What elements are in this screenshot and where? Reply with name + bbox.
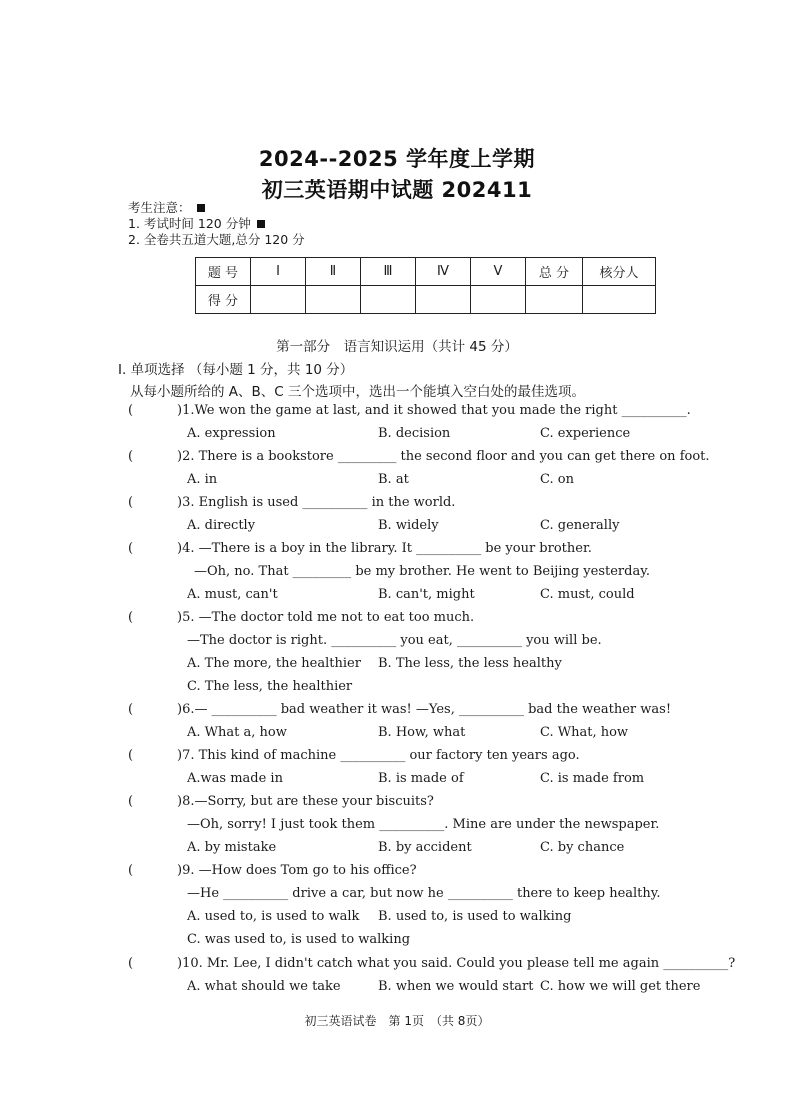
question-stem: )4. —There is a boy in the library. It __________ be your brother. bbox=[177, 541, 592, 556]
option-a: A. The more, the healthier bbox=[187, 656, 361, 671]
option-a: A. in bbox=[187, 472, 218, 487]
score-cell: Ⅲ bbox=[361, 258, 416, 286]
question-stem: )3. English is used __________ in the world. bbox=[177, 495, 456, 510]
score-cell-empty bbox=[526, 286, 583, 314]
answer-paren: ( bbox=[128, 403, 134, 418]
option-b: B. when we would start bbox=[378, 979, 534, 994]
question-stem: )8.—Sorry, but are these your biscuits? bbox=[177, 794, 434, 809]
question-stem: )2. There is a bookstore _________ the second floor and you can get there on foot. bbox=[177, 449, 710, 464]
option-c: C. is made from bbox=[540, 771, 645, 786]
option-a: A. directly bbox=[187, 518, 256, 533]
option-b: B. can't, might bbox=[378, 587, 475, 602]
score-cell: Ⅱ bbox=[306, 258, 361, 286]
option-a: A. what should we take bbox=[187, 979, 341, 994]
notes-item-2: 2. 全卷共五道大题,总分 120 分 bbox=[128, 232, 305, 247]
option-a: A. What a, how bbox=[187, 725, 287, 740]
answer-paren: ( bbox=[128, 610, 134, 625]
score-cell: 核分人 bbox=[583, 258, 656, 286]
option-b: B. How, what bbox=[378, 725, 466, 740]
question-stem: )10. Mr. Lee, I didn't catch what you said. Could you please tell me again __________? bbox=[177, 956, 736, 971]
answer-paren: ( bbox=[128, 748, 134, 763]
notes-item-1: 1. 考试时间 120 分钟 bbox=[128, 216, 251, 231]
square-mark-icon bbox=[257, 220, 265, 228]
question-stem-continued: —He __________ drive a car, but now he __________ there to keep healthy. bbox=[187, 886, 661, 901]
score-cell: Ⅰ bbox=[251, 258, 306, 286]
option-c: C. The less, the healthier bbox=[187, 679, 353, 694]
score-cell-empty bbox=[251, 286, 306, 314]
option-a: A. must, can't bbox=[187, 587, 278, 602]
question-stem: )6.— __________ bad weather it was! —Yes, __________ bad the weather was! bbox=[177, 702, 672, 717]
score-table bbox=[195, 257, 656, 314]
score-table-score-row bbox=[196, 286, 656, 314]
score-cell: Ⅴ bbox=[471, 258, 526, 286]
option-b: B. The less, the less healthy bbox=[378, 656, 562, 671]
option-c: C. What, how bbox=[540, 725, 629, 740]
square-mark-icon bbox=[197, 204, 205, 212]
answer-paren: ( bbox=[128, 449, 134, 464]
option-b: B. by accident bbox=[378, 840, 472, 855]
question-stem: )1.We won the game at last, and it showed that you made the right __________. bbox=[177, 403, 691, 418]
score-cell: 总 分 bbox=[526, 258, 583, 286]
answer-paren: ( bbox=[128, 702, 134, 717]
option-a: A.was made in bbox=[187, 771, 283, 786]
question-stem-continued: —The doctor is right. __________ you eat, __________ you will be. bbox=[187, 633, 602, 648]
option-a: A. by mistake bbox=[187, 840, 277, 855]
option-b: B. at bbox=[378, 472, 409, 487]
score-cell-empty bbox=[361, 286, 416, 314]
option-c: C. generally bbox=[540, 518, 620, 533]
question-stem: )5. —The doctor told me not to eat too much. bbox=[177, 610, 475, 625]
score-cell: Ⅳ bbox=[416, 258, 471, 286]
answer-paren: ( bbox=[128, 495, 134, 510]
option-c: C. was used to, is used to walking bbox=[187, 932, 411, 947]
option-b: B. decision bbox=[378, 426, 451, 441]
option-c: C. how we will get there bbox=[540, 979, 701, 994]
question-stem: )7. This kind of machine __________ our factory ten years ago. bbox=[177, 748, 580, 763]
part-title: 第一部分 语言知识运用（共计 45 分） bbox=[276, 339, 518, 355]
exam-title-line2: 初三英语期中试题 202411 bbox=[261, 178, 533, 202]
option-c: C. by chance bbox=[540, 840, 625, 855]
answer-paren: ( bbox=[128, 863, 134, 878]
option-b: B. widely bbox=[378, 518, 439, 533]
option-b: B. is made of bbox=[378, 771, 464, 786]
score-cell-empty bbox=[583, 286, 656, 314]
option-c: C. on bbox=[540, 472, 574, 487]
answer-paren: ( bbox=[128, 541, 134, 556]
option-b: B. used to, is used to walking bbox=[378, 909, 572, 924]
score-cell: 题 号 bbox=[196, 258, 251, 286]
option-a: A. used to, is used to walk bbox=[187, 909, 360, 924]
score-cell-empty bbox=[306, 286, 361, 314]
answer-paren: ( bbox=[128, 794, 134, 809]
section-title: Ⅰ. 单项选择 （每小题 1 分，共 10 分） bbox=[118, 362, 354, 378]
candidate-notes bbox=[128, 200, 305, 248]
question-stem-continued: —Oh, no. That _________ be my brother. He went to Beijing yesterday. bbox=[194, 564, 650, 579]
notes-label: 考生注意： bbox=[128, 200, 191, 215]
score-cell-empty bbox=[471, 286, 526, 314]
page-footer: 初三英语试卷 第 1页 （共 8页） bbox=[304, 1014, 490, 1028]
option-a: A. expression bbox=[187, 426, 276, 441]
option-c: C. must, could bbox=[540, 587, 635, 602]
answer-paren: ( bbox=[128, 956, 134, 971]
score-table-header-row bbox=[196, 258, 656, 286]
option-c: C. experience bbox=[540, 426, 631, 441]
score-cell: 得 分 bbox=[196, 286, 251, 314]
exam-title-line1: 2024--2025 学年度上学期 bbox=[258, 147, 536, 171]
section-instruction: 从每小题所给的 A、B、C 三个选项中，选出一个能填入空白处的最佳选项。 bbox=[130, 384, 586, 400]
question-stem-continued: —Oh, sorry! I just took them __________. Mine are under the newspaper. bbox=[187, 817, 660, 832]
score-cell-empty bbox=[416, 286, 471, 314]
question-stem: )9. —How does Tom go to his office? bbox=[177, 863, 417, 878]
